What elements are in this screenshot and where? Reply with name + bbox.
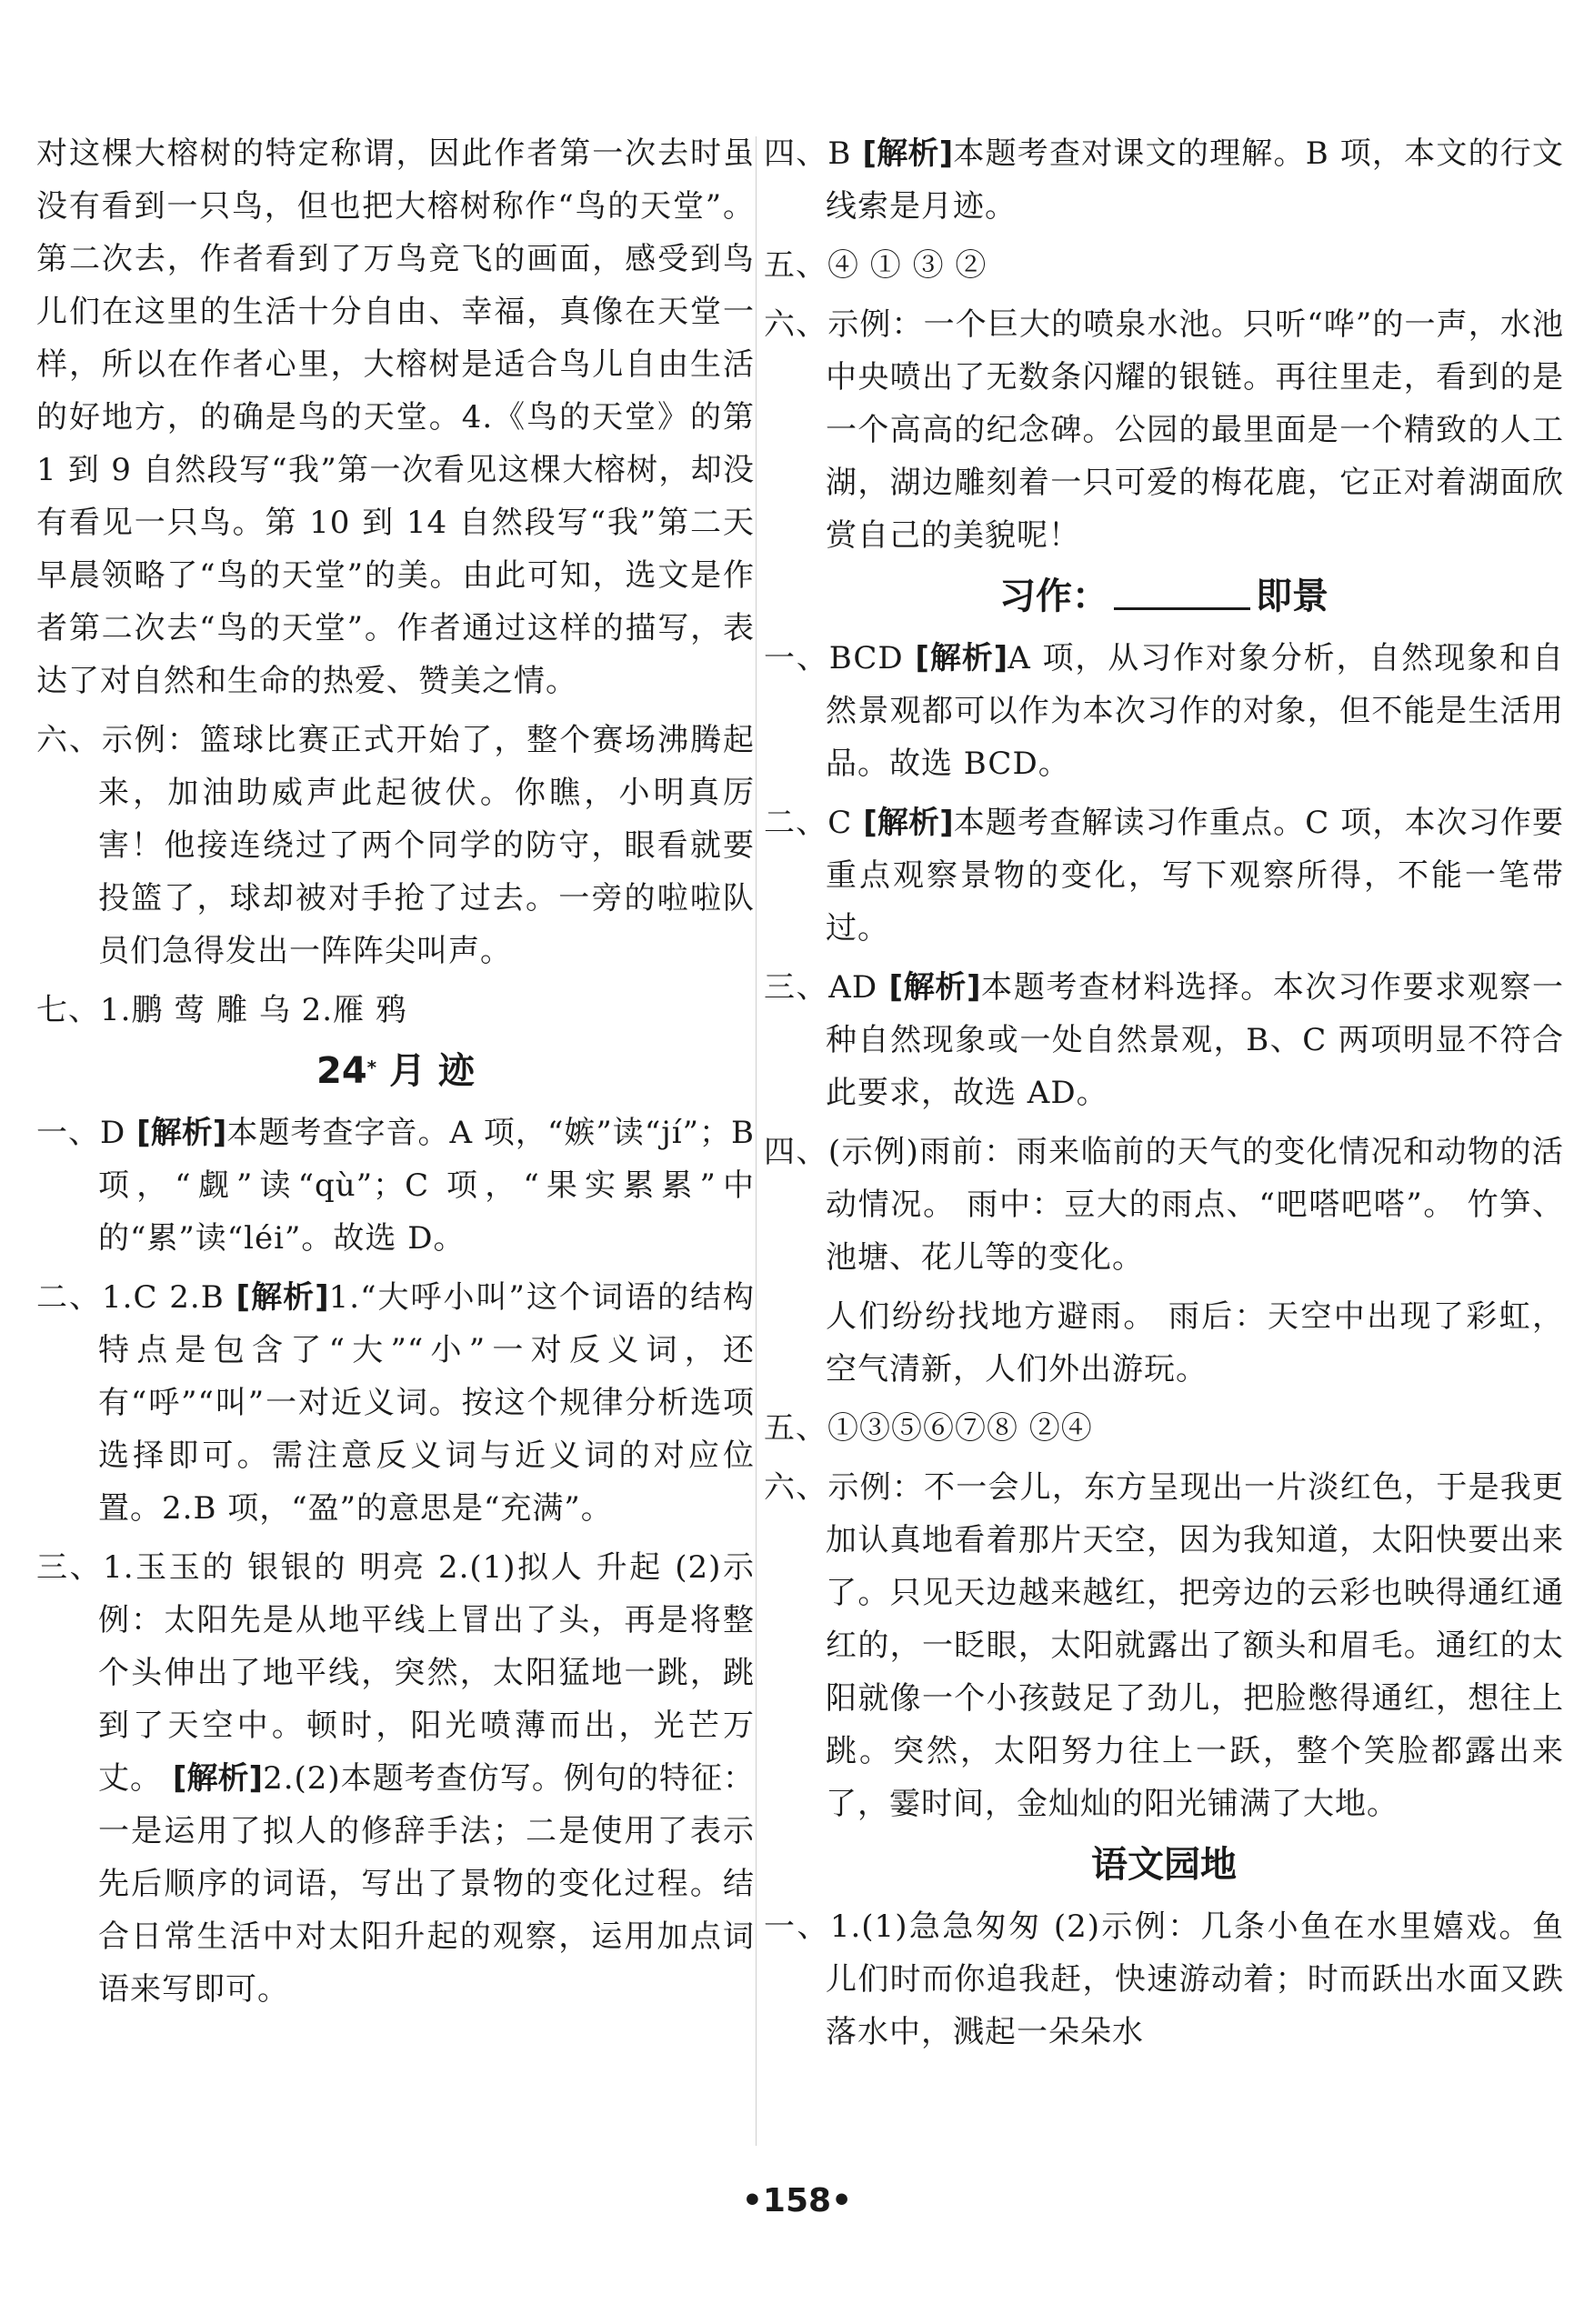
analysis-tag: [解析] [172, 1760, 264, 1797]
writing-item-six: 六、示例：不一会儿，东方呈现出一片淡红色，于是我更加认真地看着那片天空，因为我知道，太阳快要出来了。只见天边越来越红，把旁边的云彩也映得通红通红的，一眨眼，太阳就露出了额头和眉毛。通红的太阳就像一个小孩鼓足了劲儿，把脸憋得通红，想往上跳。突然，太阳努力往上一跃，整个笑脸都露出来了，霎时间，金灿灿的阳光铺满了大地。 [764, 1469, 1564, 1822]
answer-text: 四、B [764, 135, 863, 172]
answer-item-six: 六、示例：一个巨大的喷泉水池。只听“哗”的一声，水池中央喷出了无数条闪耀的银链。再往里走，看到的是一个高高的纪念碑。公园的最里面是一个精致的人工湖，湖边雕刻着一只可爱的梅花鹿，它正对着湖面欣赏自己的美貌呢！ [764, 306, 1564, 554]
answer-continuation-paragraph: 对这棵大榕树的特定称谓，因此作者第一次去时虽没有看到一只鸟，但也把大榕树称作“鸟的天堂”。第二次去，作者看到了万鸟竞飞的画面，感受到鸟儿们在这里的生活十分自由、幸福，真像在天堂一样，所以在作者心里，大榕树是适合鸟儿自由生活的好地方，的确是鸟的天堂。4.《鸟的天堂》的第 1 到 9 自然段写“我”第一次看见这棵大榕树，却没有看见一只鸟。第 10 到 14 自然段写“我”第二天早晨领略了“鸟的天堂”的美。由此可知，选文是作者第二次去“鸟的天堂”。作者通过这样的描写，表达了对自然和生命的热爱、赞美之情。 [36, 135, 755, 699]
answer-text: 三、AD [764, 969, 889, 1006]
writing-item-three [764, 961, 1564, 1119]
lesson-optional-mark: * [366, 1057, 377, 1078]
analysis-tag: [解析] [888, 969, 981, 1006]
analysis-text: 本题考查解读习作重点。C 项，本次习作要重点观察景物的变化，写下观察所得，不能一笔带过。 [826, 805, 1565, 947]
writing-heading-suffix: 即景 [1256, 576, 1328, 617]
garden-item-one: 一、1.(1)急急匆匆 (2)示例：几条小鱼在水里嬉戏。鱼儿们时而你追我赶，快速游动着；时而跃出水面又跌落水中，溅起一朵朵水 [764, 1908, 1564, 2050]
writing-heading [764, 568, 1564, 625]
answer-text: 一、D [36, 1115, 137, 1151]
answer-item-seven: 七、1.鹏 莺 雕 乌 2.雁 鸦 [36, 992, 407, 1028]
left-column [36, 127, 755, 2022]
answer-text: 二、C [764, 805, 864, 841]
answer-item-one [36, 1107, 755, 1265]
answer-item-five: 五、④ ① ③ ② [764, 247, 987, 284]
lesson-number: 24 [316, 1050, 367, 1092]
writing-item-one [764, 632, 1564, 790]
answer-item-four [764, 127, 1564, 233]
answer-text: 二、1.C 2.B [36, 1279, 236, 1316]
answer-text: 三、1.玉玉的 银银的 明亮 2.(1)拟人 升起 (2)示例：太阳先是从地平线上冒出了头，再是将整个头伸出了地平线，突然，太阳猛地一跳，跳到了天空中。顿时，阳光喷薄而出，光芒万丈。 [36, 1549, 755, 1797]
lesson-title: 月 迹 [389, 1050, 475, 1092]
analysis-tag: [解析] [236, 1279, 329, 1316]
analysis-text: 本题考查对课文的理解。B 项，本文的行文线索是月迹。 [826, 135, 1564, 225]
lesson-heading-24 [36, 1043, 755, 1099]
analysis-tag: [解析] [863, 805, 954, 841]
analysis-text: A 项，从习作对象分析，自然现象和自然景观都可以作为本次习作的对象，但不能是生活用品。故选 BCD。 [826, 640, 1564, 782]
analysis-text: 本题考查材料选择。本次习作要求观察一种自然现象或一处自然景观，B、C 两项明显不符合此要求，故选 AD。 [826, 969, 1565, 1111]
answer-item-six: 六、示例：篮球比赛正式开始了，整个赛场沸腾起来，加油助威声此起彼伏。你瞧，小明真厉害！他接连绕过了两个同学的防守，眼看就要投篮了，球却被对手抢了过去。一旁的啦啦队员们急得发出一阵阵尖叫声。 [36, 722, 755, 969]
analysis-tag: [解析] [915, 640, 1008, 676]
right-column [764, 127, 1564, 2065]
writing-item-two [764, 796, 1564, 955]
writing-heading-prefix: 习作： [999, 576, 1108, 617]
writing-item-four: 四、(示例)雨前：雨来临前的天气的变化情况和动物的活动情况。 雨中：豆大的雨点、“吧嗒吧嗒”。 竹笋、池塘、花儿等的变化。 [764, 1134, 1564, 1276]
answer-item-three [36, 1541, 755, 2016]
chinese-garden-heading: 语文园地 [1091, 1844, 1237, 1886]
analysis-text: 本题考查字音。A 项，“嫉”读“jí”；B 项，“觑”读“qù”；C 项，“果实累累”中的“累”读“léi”。故选 D。 [98, 1115, 755, 1257]
writing-item-five: 五、①③⑤⑥⑦⑧ ②④ [764, 1410, 1093, 1447]
page-number: •158• [741, 2182, 853, 2219]
column-divider [756, 136, 757, 2146]
answer-item-two [36, 1271, 755, 1535]
analysis-tag: [解析] [862, 135, 954, 172]
analysis-tag: [解析] [136, 1115, 227, 1151]
answer-text: 一、BCD [764, 640, 916, 676]
fill-blank-line [1114, 571, 1250, 610]
analysis-text: 2.(2)本题考查仿写。例句的特征：一是运用了拟人的修辞手法；二是使用了表示先后顺序的词语，写出了景物的变化过程。结合日常生活中对太阳升起的观察，运用加点词语来写即可。 [98, 1760, 756, 2008]
writing-item-four-continued: 人们纷纷找地方避雨。 雨后：天空中出现了彩虹，空气清新，人们外出游玩。 [826, 1298, 1564, 1387]
analysis-text: 1.“大呼小叫”这个词语的结构特点是包含了“大”“小”一对反义词，还有“呼”“叫”一对近义词。按这个规律分析选项选择即可。需注意反义词与近义词的对应位置。2.B 项，“盈”的意思是“充满”。 [98, 1279, 756, 1527]
